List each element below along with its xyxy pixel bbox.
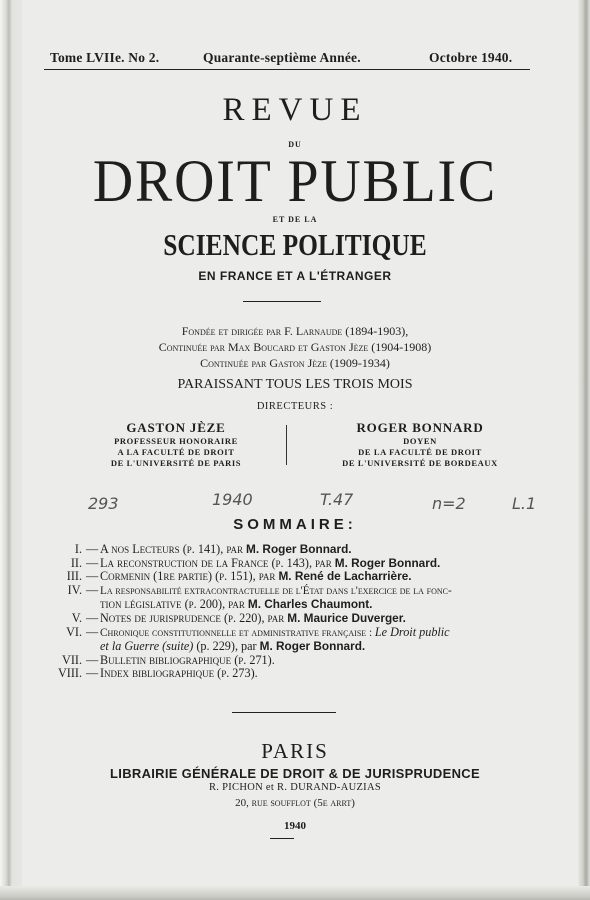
toc-title: A nos Lecteurs (p. 141), par: [100, 542, 247, 556]
toc-title: Index bibliographique (p. 273).: [100, 666, 258, 681]
toc-title: La responsabilité extracontractuelle de l'État dans l'exercice de la fonc-: [100, 584, 452, 597]
director-university: DE L'UNIVERSITÉ DE PARIS: [110, 458, 242, 468]
sommaire-rule: [232, 712, 336, 713]
title-revue: REVUE: [222, 92, 368, 128]
toc-number: VII.: [62, 652, 82, 667]
toc-entry: IV. — La responsabilité extracontractuelle de l'État dans l'exercice de la fonc-: [40, 584, 560, 599]
toc-title-italic: Le Droit public: [374, 624, 450, 639]
toc-title: La reconstruction de la France (p. 143), par: [100, 555, 335, 570]
handwritten-mark: 1940: [212, 490, 253, 509]
toc-title: Cormenin (1re partie) (p. 151), par: [100, 569, 279, 584]
publisher-address: 20, rue soufflot (5e arrt): [235, 797, 355, 809]
page-bottom-edge: [0, 886, 590, 900]
toc-number: VI.: [66, 624, 82, 639]
binding-spine: [0, 0, 22, 900]
toc-author: M. Maurice Duverger.: [287, 610, 406, 625]
director-title: DOYEN: [403, 436, 437, 446]
foundation-line-3: Continuée par Gaston Jèze (1909-1934): [200, 356, 390, 370]
toc-author: M. Roger Bonnard.: [259, 639, 366, 654]
toc-number: VIII.: [57, 666, 82, 681]
director-faculty: DE LA FACULTÉ DE DROIT: [358, 447, 482, 457]
publisher-city: PARIS: [261, 739, 329, 763]
foundation-line-2: Continuée par Max Boucard et Gaston Jèze (1904-1908): [158, 340, 432, 354]
publisher-owners: R. PICHON et R. DURAND-AUZIAS: [208, 782, 382, 793]
toc-title: Chronique constitutionnelle et administrative française :: [100, 626, 375, 639]
title-science-politique: SCIENCE POLITIQUE: [163, 227, 427, 262]
toc-entry: II. — La reconstruction de la France (p. 143), par M. Roger Bonnard.: [40, 557, 560, 571]
toc-title-continuation: (p. 229), par: [193, 639, 260, 654]
toc-number: I.: [74, 542, 82, 556]
toc-title: Notes de jurisprudence (p. 220), par: [100, 610, 288, 625]
toc-entry: III. — Cormenin (1re partie) (p. 151), par M. René de Lacharrière.: [40, 570, 560, 584]
header-tome: Tome LVIIe. No 2.: [50, 50, 160, 65]
handwritten-mark: T.47: [320, 490, 354, 509]
toc-author: M. Roger Bonnard.: [246, 542, 352, 556]
toc-number: III.: [66, 569, 82, 584]
header-rule: [44, 69, 530, 70]
title-rule: [243, 301, 321, 302]
toc-number: II.: [70, 555, 82, 570]
publisher-name: LIBRAIRIE GÉNÉRALE DE DROIT & DE JURISPRUDENCE: [110, 766, 480, 781]
director-right: [320, 420, 520, 469]
toc-entry-continuation: [40, 640, 560, 654]
toc-number: IV.: [67, 582, 82, 597]
toc-entry: VII. — Bulletin bibliographique (p. 271).: [40, 654, 560, 668]
header-date: Octobre 1940.: [429, 50, 513, 65]
page-right-edge: [578, 0, 590, 900]
toc-entry: VIII. — Index bibliographique (p. 273).: [40, 667, 560, 681]
frequency-text: PARAISSANT TOUS LES TROIS MOIS: [177, 377, 413, 392]
directors-divider: [286, 425, 287, 465]
title-droit-public: DROIT PUBLIC: [92, 148, 498, 214]
toc-author: M. René de Lacharrière.: [278, 569, 412, 584]
director-name: ROGER BONNARD: [356, 420, 484, 435]
director-left: [86, 420, 266, 469]
toc-title-italic-continuation: et la Guerre (suite): [100, 639, 194, 654]
toc-entry: V. — Notes de jurisprudence (p. 220), par M. Maurice Duverger.: [40, 612, 560, 626]
directeurs-label: DIRECTEURS :: [256, 401, 334, 412]
publication-year: 1940: [284, 820, 306, 832]
toc-author: M. Roger Bonnard.: [334, 555, 441, 570]
table-of-contents: [40, 543, 560, 681]
foundation-line-1: Fondée et dirigée par F. Larnaude (1894-1903),: [181, 324, 409, 338]
toc-entry-continuation: [40, 598, 560, 612]
handwritten-mark: n=2: [432, 494, 466, 513]
toc-title: Bulletin bibliographique (p. 271).: [100, 652, 275, 667]
title-en-france: EN FRANCE ET A L'ÉTRANGER: [198, 269, 392, 283]
year-rule: [270, 838, 294, 839]
director-university: DE L'UNIVERSITÉ DE BORDEAUX: [342, 458, 498, 468]
title-du: DU: [288, 140, 302, 149]
toc-number: V.: [71, 610, 82, 625]
handwritten-mark: 293: [88, 494, 119, 513]
title-et-de-la: ET DE LA: [272, 215, 318, 224]
director-name: GASTON JÈZE: [126, 420, 226, 435]
director-faculty: A LA FACULTÉ DE DROIT: [117, 447, 235, 457]
handwritten-mark: L.1: [512, 494, 537, 513]
toc-entry: VI. — Chronique constitutionnelle et administrative française : Le Droit public: [40, 626, 560, 641]
sommaire-title: SOMMAIRE:: [233, 516, 357, 533]
toc-author: M. Charles Chaumont.: [247, 597, 373, 612]
director-title: PROFESSEUR HONORAIRE: [114, 436, 238, 446]
toc-entry: I. — A nos Lecteurs (p. 141), par M. Roger Bonnard.: [40, 543, 560, 557]
header-annee: Quarante-septième Année.: [203, 50, 361, 65]
toc-title-continuation: tion législative (p. 200), par: [100, 597, 248, 612]
